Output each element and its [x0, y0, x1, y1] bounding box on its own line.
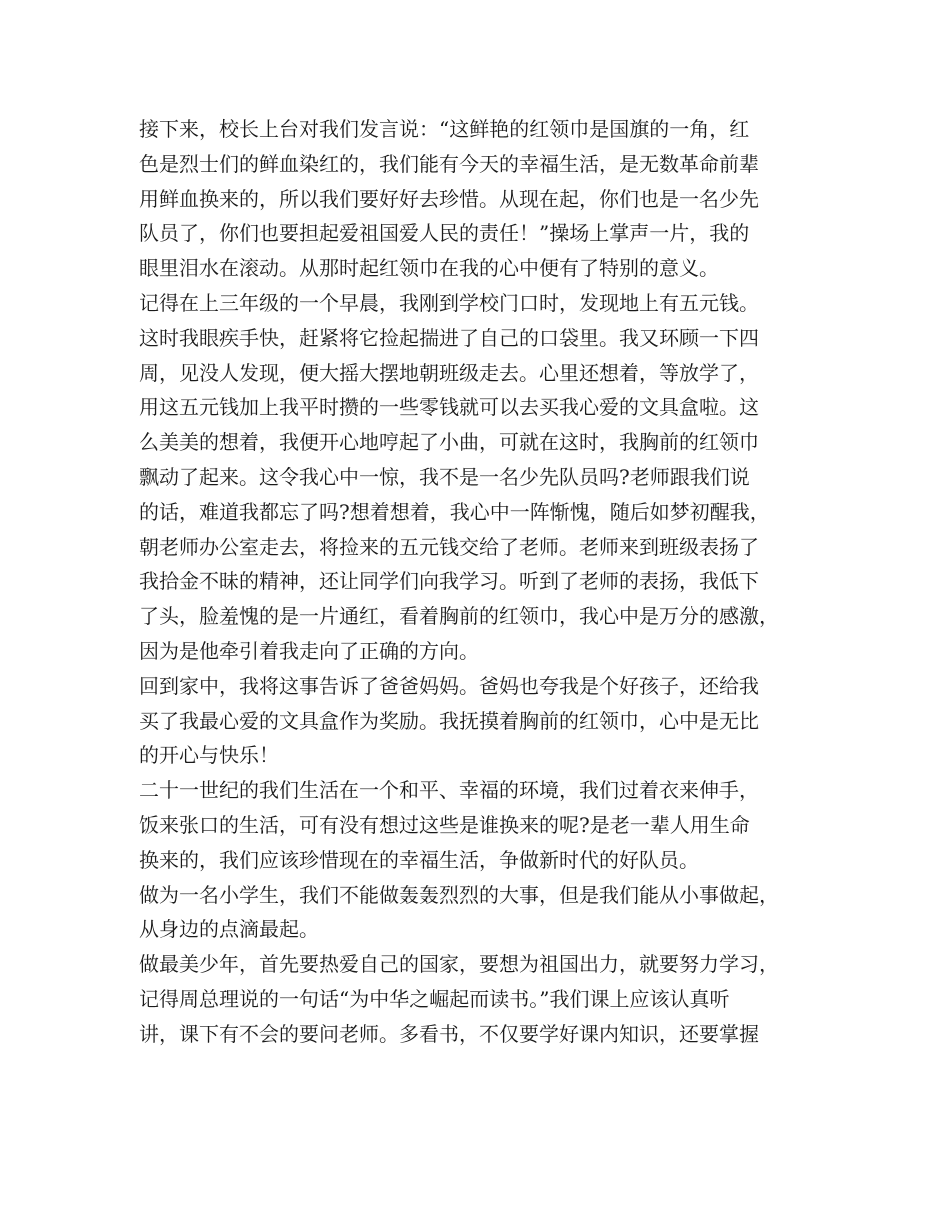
text-line: 记得在上三年级的一个早晨，我刚到学校门口时，发现地上有五元钱。: [139, 290, 759, 315]
document-body: [139, 112, 819, 1052]
text-line: 色是烈士们的鲜血染红的，我们能有今天的幸福生活，是无数革命前辈: [139, 151, 759, 176]
text-line: 记得周总理说的一句话“为中华之崛起而读书。”我们课上应该认真听: [139, 986, 730, 1011]
text-line: 周，见没人发现，便大摇大摆地朝班级走去。心里还想着，等放学了，: [139, 360, 759, 385]
paragraph: [139, 947, 819, 1051]
paragraph: [139, 669, 819, 773]
text-line: 这时我眼疾手快，赶紧将它捡起揣进了自己的口袋里。我又环顾一下四: [139, 325, 759, 350]
text-line: 了头，脸羞愧的是一片通红，看着胸前的红领巾，我心中是万分的感激，: [139, 604, 779, 629]
text-line: 我拾金不昧的精神，还让同学们向我学习。听到了老师的表扬，我低下: [139, 569, 759, 594]
text-line: 用这五元钱加上我平时攒的一些零钱就可以去买我心爱的文具盒啦。这: [139, 395, 759, 420]
text-line: 买了我最心爱的文具盒作为奖励。我抚摸着胸前的红领巾，心中是无比: [139, 708, 759, 733]
text-line: 朝老师办公室走去，将捡来的五元钱交给了老师。老师来到班级表扬了: [139, 534, 759, 559]
text-line: 飘动了起来。这令我心中一惊，我不是一名少先队员吗?老师跟我们说: [139, 464, 750, 489]
text-line: 换来的，我们应该珍惜现在的幸福生活，争做新时代的好队员。: [139, 847, 699, 872]
paragraph: [139, 773, 819, 877]
text-line: 因为是他牵引着我走向了正确的方向。: [139, 638, 479, 663]
text-line: 用鲜血换来的，所以我们要好好去珍惜。从现在起，你们也是一名少先: [139, 186, 759, 211]
text-line: 队员了，你们也要担起爱祖国爱人民的责任！”操场上掌声一片，我的: [139, 221, 750, 246]
paragraph: [139, 286, 819, 669]
text-line: 饭来张口的生活，可有没有想过这些是谁换来的呢?是老一辈人用生命: [139, 812, 750, 837]
text-line: 接下来，校长上台对我们发言说：“这鲜艳的红领巾是国旗的一角，红: [139, 117, 750, 141]
paragraph: [139, 878, 819, 948]
text-line: 么美美的想着，我便开心地哼起了小曲，可就在这时，我胸前的红领巾: [139, 430, 759, 455]
text-line: 的话，难道我都忘了吗?想着想着，我心中一阵惭愧，随后如梦初醒我，: [139, 499, 770, 524]
paragraph: [139, 112, 819, 286]
text-line: 做为一名小学生，我们不能做轰轰烈烈的大事，但是我们能从小事做起，: [139, 882, 779, 907]
text-line: 讲，课下有不会的要问老师。多看书，不仅要学好课内知识，还要掌握: [139, 1021, 759, 1046]
text-line: 从身边的点滴最起。: [139, 917, 319, 942]
text-line: 回到家中，我将这事告诉了爸爸妈妈。爸妈也夸我是个好孩子，还给我: [139, 673, 759, 698]
text-line: 的开心与快乐！: [139, 743, 279, 768]
text-line: 眼里泪水在滚动。从那时起红领巾在我的心中便有了特别的意义。: [139, 256, 719, 281]
text-line: 二十一世纪的我们生活在一个和平、幸福的环境，我们过着衣来伸手，: [139, 778, 759, 803]
text-line: 做最美少年，首先要热爱自己的国家，要想为祖国出力，就要努力学习，: [139, 952, 779, 977]
